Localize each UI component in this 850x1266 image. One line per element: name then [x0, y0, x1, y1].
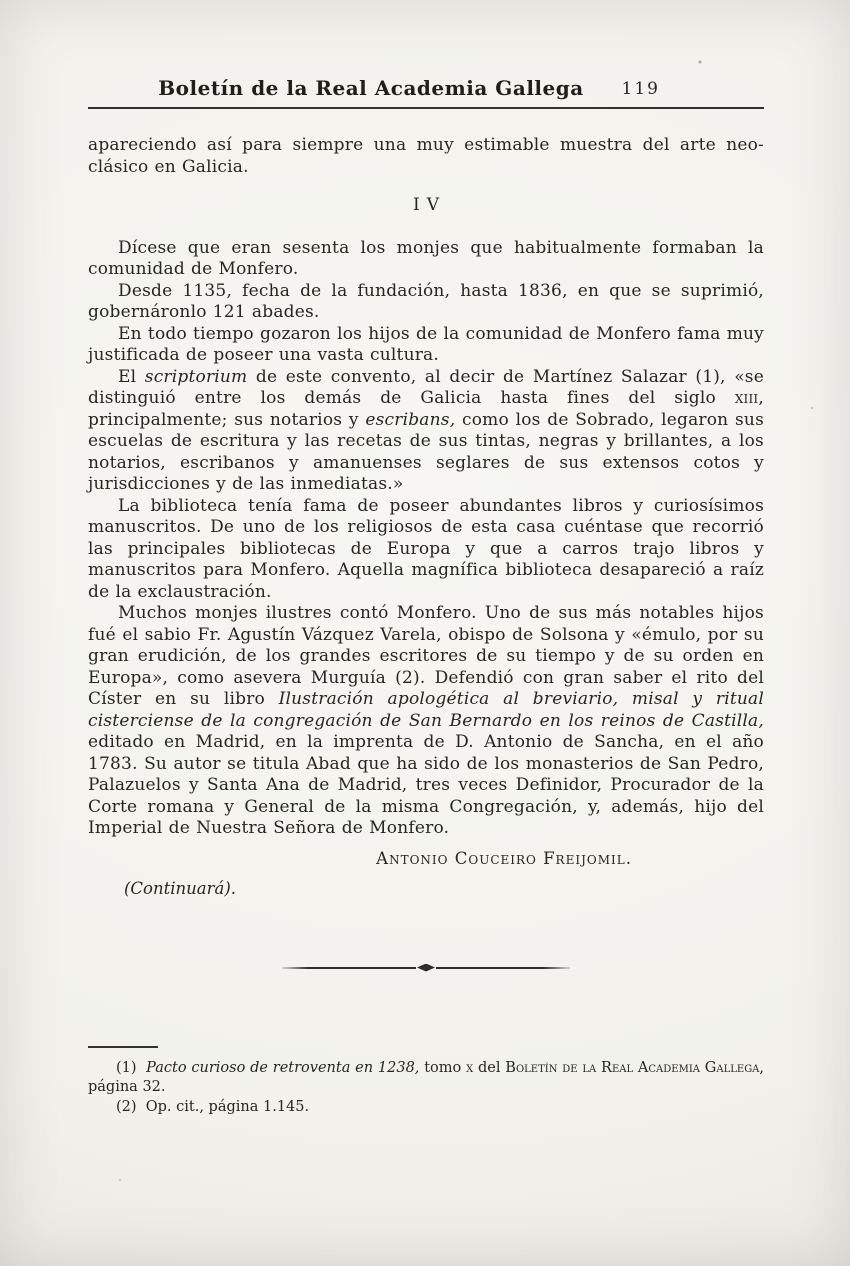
text-run: como los de Sobrado, legaron sus escuelas de escritura y las recetas de sus tintas, negras y brillantes, a los notarios, escribanos y amanuenses seglares de sus extensos cotos y jurisdicciones y de las inmediatas.»: [88, 409, 764, 494]
paragraph-abbots: Desde 1135, fecha de la fundación, hasta 1836, en que se suprimió, gobernáronlo 121 abades.: [88, 280, 764, 322]
footnote-1: [88, 1059, 764, 1098]
paragraph-culture: En todo tiempo gozaron los hijos de la comunidad de Monfero fama muy justificada de poseer una vasta cultura.: [88, 323, 764, 365]
header-rule: [88, 107, 764, 109]
page-header: [88, 76, 764, 104]
journal-title: Boletín de la Real Academia Gallega: [158, 76, 584, 100]
footnotes: [88, 1046, 764, 1118]
smallcaps-run: x: [466, 1059, 474, 1076]
italic-run: Pacto curioso de retroventa en 1238,: [146, 1059, 420, 1076]
divider-line-left: [282, 967, 416, 969]
section-heading: IV: [413, 195, 446, 215]
smallcaps-run: xiii: [734, 388, 759, 408]
paragraph-library: La biblioteca tenía fama de poseer abundantes libros y curiosísimos manuscritos. De uno de los religiosos de esta casa cuéntase que recorrió las principales bibliotecas de Europa y que a carros trajo libros y manuscritos para Monfero. Aquella magnífica biblioteca desapareció a raíz de la exclaustración.: [88, 495, 764, 602]
footnote-separator-rule: [88, 1046, 158, 1048]
diamond-ornament-icon: [417, 964, 435, 972]
paragraph-illustrious-monks: [88, 603, 764, 840]
text-run: página 32.: [88, 1079, 166, 1095]
paragraph-scriptorium: [88, 367, 764, 496]
paragraph-monks-count: Dícese que eran sesenta los monjes que habitualmente formaban la comunidad de Monfero.: [88, 237, 764, 279]
text-run: , principalmente; sus notarios y: [88, 388, 764, 430]
text-run: El: [118, 366, 145, 387]
smallcaps-run: Boletín de la Real Academia Gallega,: [505, 1059, 765, 1076]
italic-run: Ilustración apologética al breviario, misal y ritual cisterciense de la congregación de San Bernardo en los reinos de Castilla,: [88, 689, 764, 731]
section-divider: [88, 964, 764, 972]
author-signature: Antonio Couceiro Freijomil.: [376, 848, 632, 868]
italic-run: escribans,: [365, 409, 456, 430]
text-run: del: [473, 1059, 506, 1076]
text-run: editado en Madrid, en la imprenta de D. Antonio de Sancha, en el año 1783. Su autor se titula Abad que ha sido de los monasterios de San Pedro, Palazuelos y Santa Ana de Madrid, tres veces Definidor, Procurador de la Corte romana y General de la misma Congregación, y, además, hijo del Imperial de Nuestra Señora de Monfero.: [88, 732, 764, 838]
text-run: tomo: [419, 1059, 467, 1076]
text-run: de este convento, al decir de Martínez Salazar (1), «se distinguió entre los demás de Galicia hasta fines del siglo: [88, 366, 764, 408]
italic-run: scriptorium: [144, 366, 248, 387]
footnote-2: (2) Op. cit., página 1.145.: [116, 1098, 310, 1115]
page-number: 119: [621, 79, 660, 99]
paragraph-intro: apareciendo así para siempre una muy estimable muestra del arte neo-clásico en Galicia.: [88, 135, 764, 177]
article-body: [88, 135, 764, 840]
divider-line-right: [436, 967, 570, 969]
text-run: Muchos monjes ilustres contó Monfero. Uno de sus más notables hijos fué el sabio Fr. Agustín Vázquez Varela, obispo de Solsona y «émulo, por su gran erudición, de los grandes escritores de su tiempo y de su orden en Europa», como asevera Murguía (2). Defendió con gran saber el rito del Císter en su libro: [88, 603, 764, 709]
continuation-note: (Continuará).: [124, 878, 237, 898]
text-run: (1): [116, 1059, 147, 1076]
